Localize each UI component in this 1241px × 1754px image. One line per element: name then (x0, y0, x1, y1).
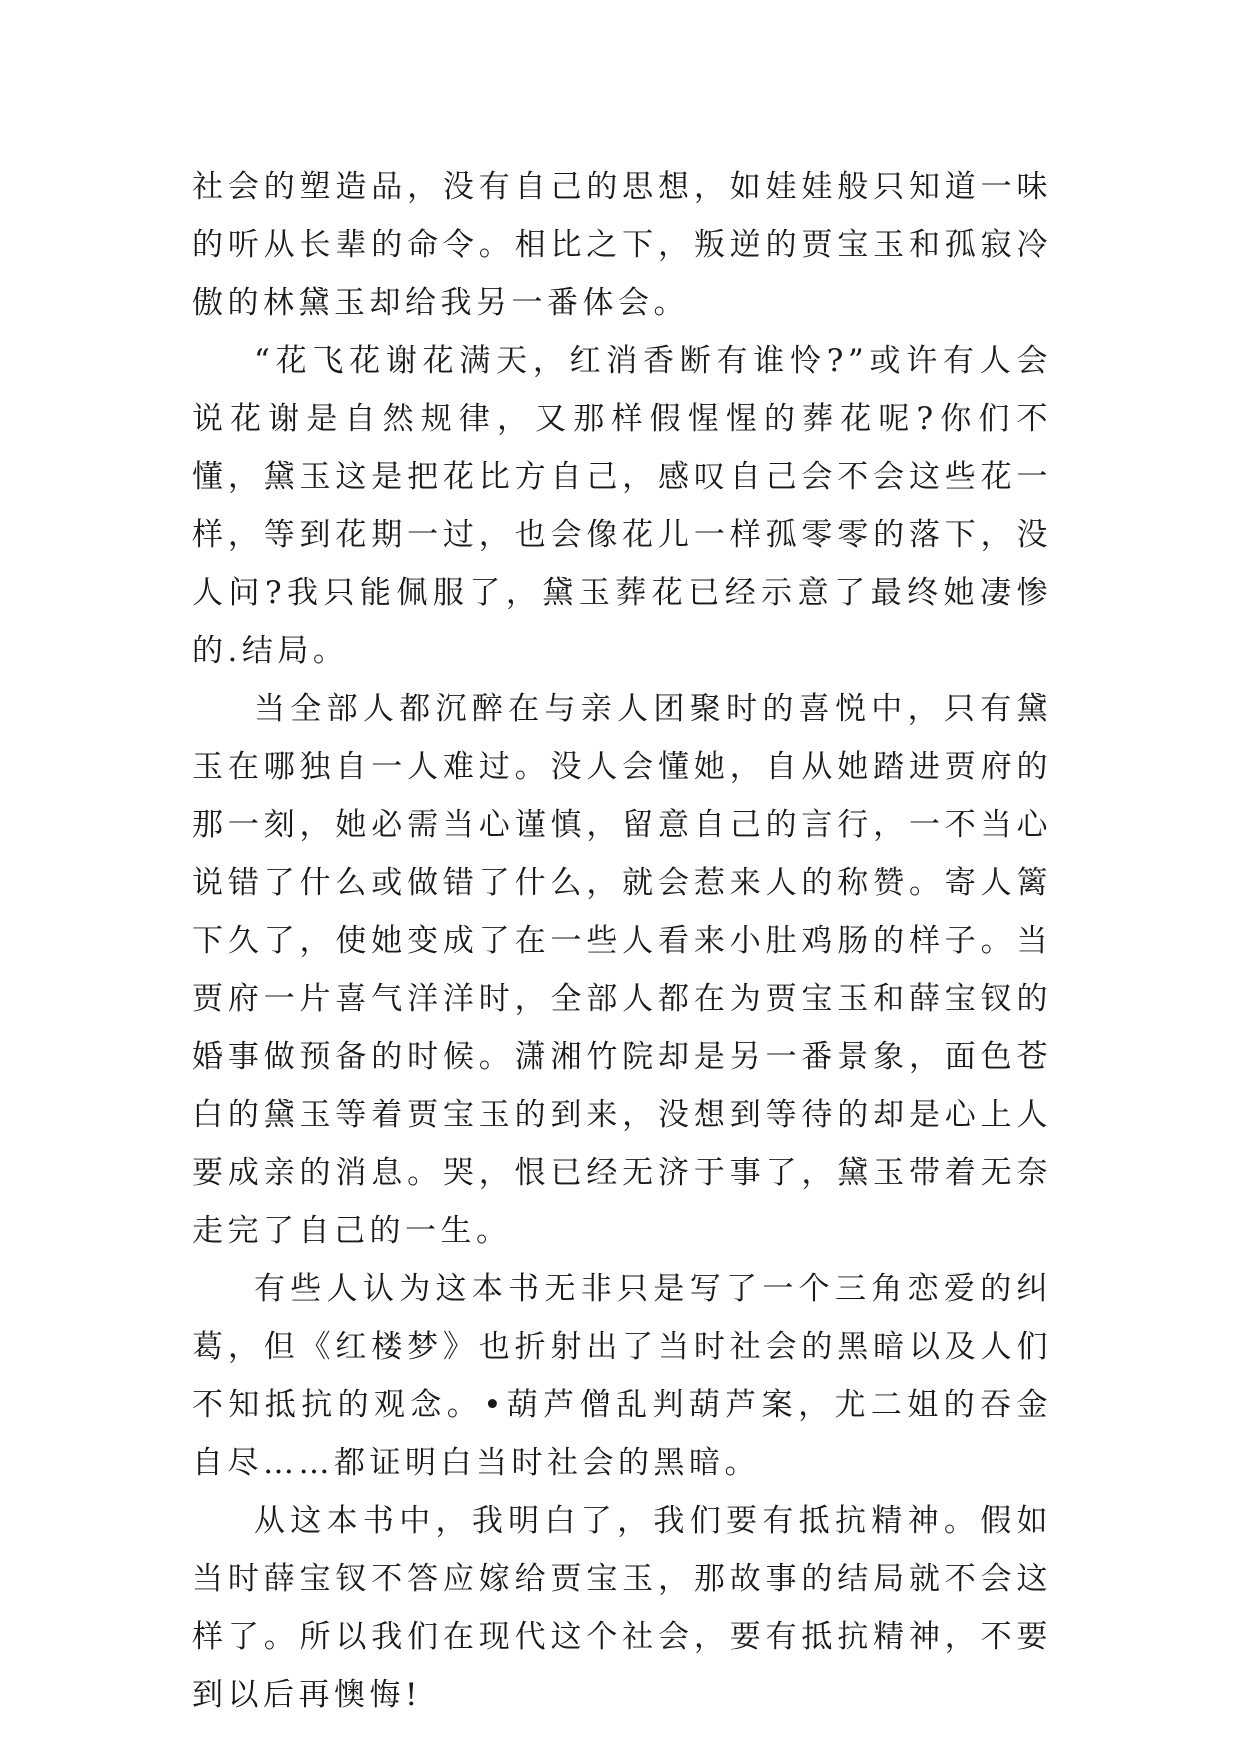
paragraph-5: 从这本书中，我明白了，我们要有抵抗精神。假如当时薛宝钗不答应嫁给贾宝玉，那故事的结局就不会这样了。所以我们在现代这个社会，要有抵抗精神，不要到以后再懊悔! (192, 1503, 1052, 1713)
paragraph-3: 当全部人都沉醉在与亲人团聚时的喜悦中，只有黛玉在哪独自一人难过。没人会懂她，自从她踏进贾府的那一刻，她必需当心谨慎，留意自己的言行，一不当心说错了什么或做错了什么，就会惹来人的称赞。寄人篱下久了，使她变成了在一些人看来小肚鸡肠的样子。当贾府一片喜气洋洋时，全部人都在为贾宝玉和薛宝钗的婚事做预备的时候。潇湘竹院却是另一番景象，面色苍白的黛玉等着贾宝玉的到来，没想到等待的却是心上人要成亲的消息。哭，恨已经无济于事了，黛玉带着无奈走完了自己的一生。 (192, 691, 1052, 1249)
paragraph-2: “花飞花谢花满天，红消香断有谁怜?”或许有人会说花谢是自然规律，又那样假惺惺的葬花呢?你们不懂，黛玉这是把花比方自己，感叹自己会不会这些花一样，等到花期一过，也会像花儿一样孤零零的落下，没人问?我只能佩服了，黛玉葬花已经示意了最终她凄惨的.结局。 (192, 343, 1052, 669)
paragraph-1: 社会的塑造品，没有自己的思想，如娃娃般只知道一味的听从长辈的命令。相比之下，叛逆的贾宝玉和孤寂冷傲的林黛玉却给我另一番体会。 (192, 169, 1052, 321)
paragraph-4: 有些人认为这本书无非只是写了一个三角恋爱的纠葛，但《红楼梦》也折射出了当时社会的黑暗以及人们不知抵抗的观念。•葫芦僧乱判葫芦案，尤二姐的吞金自尽……都证明白当时社会的黑暗。 (192, 1271, 1052, 1481)
article-body (192, 158, 1052, 1724)
